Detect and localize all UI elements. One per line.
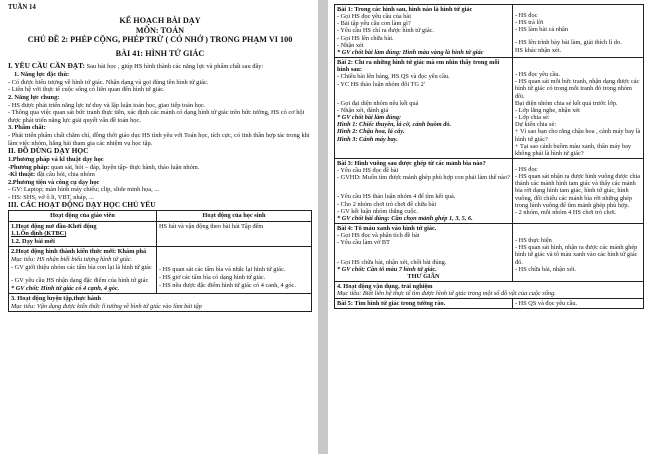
activities-table-right xyxy=(334,4,644,309)
table-row-exercise-3: Bài 3: Hình vuông sau được ghép từ các mảnh bìa nào? - Yêu cầu HS đọc đề bài - GVHD: Muốn tìm được mảnh ghép phù hợp con phải làm thế nào? - Yêu cầu HS thảo luận nhóm 4 để tìm kết quả. - Cho 2 nhóm chơi trò chơi để chữa bài - GV kết luận nhóm thắng cuộc. * GV chốt bài đúng: Cần chọn mảnh ghép 1, 3, 5, 6. - HS đọc - HS quan sát nhận ra được hình vuông được chia thành các mảnh hình tam giác và thấy các mảnh bìa rời dạng hình tam giác, hình tứ giác, hình vuông, đối chiếu các mảnh bìa rời những ghép trong hình vuông để tìm mảnh ghép phù hợp. - 2 nhóm, mỗi nhóm 4 HS chơi trò chơi. xyxy=(335,158,644,223)
table-row: 3. Hoạt động luyện tập,thực hành Mục tiêu: Vận dụng được kiến thức lí tưởng về hình tứ giác vào làm bài tập xyxy=(9,294,312,312)
table-row-exercise-1: Bài 1: Trong các hình sau, hình nào là hình tứ giác - Gọi HS đọc yêu cầu của bài - Bài tập yêu cầu con làm gì? - Yêu cầu HS chỉ ra được hình tứ giác. - Gọi HS lên chữa bài. - Nhận xét * GV chốt bài làm đúng: Hình màu vàng là hình tứ giác - HS đọc - HS trả lời - HS làm bài cá nhân - HS lên trình bày bài làm, giải thích lí do. HS khác nhận xét. xyxy=(335,5,644,58)
section-requirements xyxy=(8,62,312,71)
document-page-right xyxy=(328,0,650,454)
paragraph: - HS: SHS, vở ô li, VBT, nháp, ... xyxy=(8,193,94,201)
column-header-student: Hoạt động của học sinh xyxy=(157,211,312,222)
section-3-heading: III. CÁC HOẠT ĐỘNG DẠY HỌC CHỦ YẾU xyxy=(8,200,156,210)
doc-chapter: CHỦ ĐỀ 2: PHÉP CỘNG, PHÉP TRỪ ( CÓ NHỚ ) TRONG PHẠM VI 100 xyxy=(27,35,293,45)
paragraph: -Phương pháp: quan sát, hỏi – đáp, luyện tập- thực hành, thảo luận nhóm. xyxy=(8,163,200,171)
paragraph: - Liên hệ với thực tế cuộc sống có liên quan đến hình tứ giác. xyxy=(8,86,165,94)
subheading-qualities: 3. Phẩm chất: xyxy=(8,124,46,132)
doc-lesson: BÀI 41: HÌNH TỨ GIÁC xyxy=(115,48,205,58)
doc-title: KẾ HOẠCH BÀI DẠY xyxy=(119,16,201,25)
document-page-left xyxy=(0,0,318,454)
subheading-general-competence: 2. Năng lực chung: xyxy=(8,93,60,101)
table-row-exercise-5: Bài 5: Tìm hình tứ giác trong tường rào. - HS QS và đọc yêu cầu. xyxy=(335,299,644,309)
table-row: 1.Hoạt động mở đầu-Khởi động 1.1.Ổn định (KTBC) 1.2. Dạy bài mới HS hát và vận động theo bài hát Tập đếm xyxy=(9,221,312,247)
subheading-methods: 1.Phương pháp và kĩ thuật dạy học xyxy=(8,155,104,163)
subheading-specific-competence: 1. Năng lực đặc thù: xyxy=(14,71,70,79)
section-2-heading: II. ĐỒ DÙNG DẠY HỌC xyxy=(8,146,89,156)
activities-table-left xyxy=(8,210,312,312)
table-row: 2.Hoạt động hình thành kiến thức mới: Khám phá Mục tiêu: HS nhận biết biểu tượng hình tứ giác. - GV giới thiệu nhóm các tấm bìa con lại là hình tứ giác - GV yêu cầu HS nhận dạng đặc điểm của hình tứ giác * GV chốt: Hình tứ giác có 4 cạnh, 4 góc. - HS quan sát các tấm bìa và nhắc lại hình tứ giác. - HS giơ các tấm bìa có dạng hình tứ giác. - HS nêu được đặc điểm hình tứ giác có 4 canh, 4 góc. xyxy=(9,247,312,294)
table-row-exercise-4: Bài 4: Tô màu xanh vào hình tứ giác. - Gọi HS đọc và phân tích đề bài - Yêu cầu làm vở BT - Gọi HS chữa bài, nhận xét, chốt bài đúng. * GV chốt: Cần tô màu 7 hình tứ giác. THƯ GIÃN - HS thực hiện - HS quan sát hình, nhận ra được các mảnh ghép hình tứ giác và tô màu xanh vào các hình tứ giác đó. - HS chữa bài, nhận xét. xyxy=(335,224,644,282)
table-row-activity-4: 4. Hoạt động vận dụng, trải nghiệm Mục tiêu: Biết liên hệ thực tế tìm được hình tứ giác trong một số đồ vật của cuộc sống. xyxy=(335,282,644,299)
paragraph: - Thông qua việc quan sát bức tranh thực tiễn, xác định các mảnh có dạng hình tứ giác trên bức tường, HS có cơ hội được phát triển năng lực giải quyết vấn đề toán học. xyxy=(8,109,305,124)
table-row-exercise-2: Bài 2: Chỉ ra những hình tứ giác mà em nhìn thấy trong mỗi hình sau: - Chiếu bài lên bảng, HS QS và đọc yêu cầu. - YC HS thảo luận nhóm đôi TG 2' - Gọi đại diện nhóm nêu kết quả - Nhận xét, đánh giá * GV chốt bài làm đúng: Hình 1: Chiếc thuyền, lá cờ, cánh buồm đỏ. Hình 2: Chậu hoa, lá cây. Hình 3: Cánh máy bay. - HS đọc yêu cầu. - HS quan sát mỗi bức tranh, nhận dạng được các hình tứ giác có trong mỗi tranh đó trong nhóm đôi. Đại diện nhóm chia sẻ kết quả trước lớp. - Lớp lắng nghe, nhận xét - Lớp chia sẻ: Dự kiến chia sẻ: + Vì sao bạn cho rằng chậu hoa , cánh máy bay là hình tứ giác? + Tại sao cánh buồm màu xanh, thân máy bay không phải là hình tứ giác? xyxy=(335,58,644,159)
section-1-text: Sau bài học , giúp HS hình thành các năng lực và phẩm chất sau đây: xyxy=(84,63,264,71)
paragraph: - HS được phát triển năng lực tư duy và lập luận toán học, giao tiếp toán học. xyxy=(8,101,206,109)
subheading-tools: 2.Phương tiện và công cụ dạy học xyxy=(8,178,100,186)
week-label: TUẦN 14 xyxy=(8,4,36,11)
paragraph: - GV: Laptop; màn hình máy chiếu; clip, slide minh họa, ... xyxy=(8,186,160,194)
column-header-teacher: Hoạt động của giáo viên xyxy=(9,211,157,222)
doc-subject: MÔN: TOÁN xyxy=(135,25,185,35)
section-1-heading: I. YÊU CẦU CẦN ĐẠT: xyxy=(8,61,85,71)
paragraph: - Phát triển phẩm chất chăm chỉ, đồng thời giáo dục HS tình yêu với Toán học, tích cực, có tinh thần hợp tác trong khi làm việc nhóm, hăng hái tham gia các nhiệm vụ học tập. xyxy=(8,131,310,147)
paragraph: -Kĩ thuật: đặt câu hỏi, chia nhóm xyxy=(8,171,95,179)
paragraph: - Có được biểu tượng về hình tứ giác. Nhận dạng và gọi đúng tên hình tứ giác. xyxy=(8,78,209,86)
